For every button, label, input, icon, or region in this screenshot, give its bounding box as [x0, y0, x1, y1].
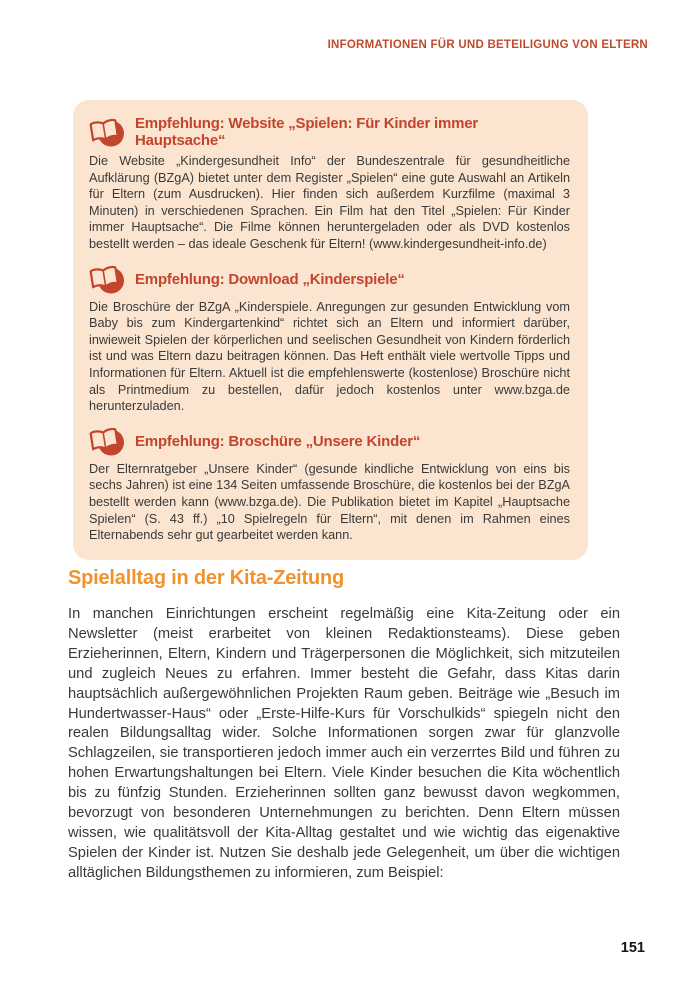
recommendation-heading-row: [89, 115, 570, 149]
recommendation-heading-row: [89, 264, 570, 295]
recommendation-broschuere: [89, 426, 570, 544]
recommendation-heading-row: [89, 426, 570, 457]
article-paragraph: In manchen Einrichtungen erscheint regelmäßig eine Kita-Zeitung oder ein Newsletter (meist erarbeitet von kleinen Redaktionsteams). Diese geben Erzieherinnen, Eltern, Kindern und Trägerpersonen die Möglichkeit, sich mitzuteilen und zugleich Neues zu erfahren. Immer besteht die Gefahr, dass Kitas darin hauptsächlich außergewöhnlichen Projekten Raum geben. Beiträge wie „Besuch im Hundertwasser-Haus“ oder „Erste-Hilfe-Kurs für Vorschulkids“ spiegeln nicht den realen Bildungsalltag wider. Solche Informationen sorgen zwar für glanzvolle Schlagzeilen, sie transportieren jedoch immer auch ein verzerrtes Bild und führen zu hohen Erwartungshaltungen bei Eltern. Viele Kinder besuchen die Kita wöchentlich bis zu fünfzig Stunden. Erzieherinnen sollten ganz bewusst davon wegkommen, bevorzugt von besonderen Unternehmungen zu berichten. Denn Eltern müssen wissen, wie qualitätsvoll der Kita-Alltag gestaltet und wie wichtig das eigenaktive Spielen der Kinder ist. Nutzen Sie deshalb jede Gelegenheit, um über die wichtigen alltäglichen Bildungsthemen zu informieren, zum Beispiel:: [68, 606, 620, 881]
recommendation-box: [73, 100, 588, 560]
section-heading: Spielalltag in der Kita-Zeitung: [68, 567, 345, 589]
recommendation-title: Empfehlung: Download „Kinderspiele“: [135, 270, 405, 288]
running-header: INFORMATIONEN FÜR UND BETEILIGUNG VON ELTERN: [327, 39, 648, 51]
recommendation-text: Die Website „Kindergesundheit Info“ der Bundeszentrale für gesundheitliche Aufklärung (BZgA) bietet unter dem Register „Spielen“ eine gute Auswahl an Artikeln für Eltern (zum Ausdrucken). Hier finden sich außerdem Kurzfilme (maximal 3 Minuten) in verschiedenen Sprachen. Ein Film hat den Titel „Spielen: Für Kinder immer Hauptsache“. Die Filme können heruntergeladen oder als DVD kostenlos bestellt werden – das ideale Geschenk für Eltern! (www.kindergesundheit-info.de): [89, 154, 570, 251]
recommendation-text: Der Elternratgeber „Unsere Kinder“ (gesunde kindliche Entwicklung von eins bis sechs Jahren) ist eine 134 Seiten umfassende Broschüre, die kostenlos bei der BZgA bestellt werden kann (www.bzga.de). Die Publikation bietet im Kapitel „Hauptsache Spielen“ (S. 43 ff.) „10 Spielregeln für Eltern“, mit denen im Rahmen eines Elternabends sehr gut gearbeitet werden kann.: [89, 461, 570, 543]
recommendation-text: Die Broschüre der BZgA „Kinderspiele. Anregungen zur gesunden Entwicklung vom Baby bis zum Kindergartenkind“ richtet sich an Eltern und informiert darüber, inwieweit Spielen der körperlichen und seelischen Gesundheit von Kindern förderlich ist und was Eltern dazu beitragen können. Das Heft enthält viele wertvolle Tipps und Informationen für Eltern. Aktuell ist die empfehlenswerte (kostenlose) Broschüre nicht als Printmedium zu bestellen, dafür jedoch kostenlos unter www.bzga.de herunterzuladen.: [89, 299, 570, 414]
open-book-icon: [89, 426, 126, 457]
recommendation-download: [89, 264, 570, 415]
open-book-icon: [89, 264, 126, 295]
recommendation-website: [89, 115, 570, 253]
page-number: 151: [620, 940, 645, 956]
recommendation-title: Empfehlung: Broschüre „Unsere Kinder“: [135, 432, 421, 450]
open-book-icon: [89, 117, 126, 148]
recommendation-title: Empfehlung: Website „Spielen: Für Kinder immer Hauptsache“: [135, 115, 479, 149]
